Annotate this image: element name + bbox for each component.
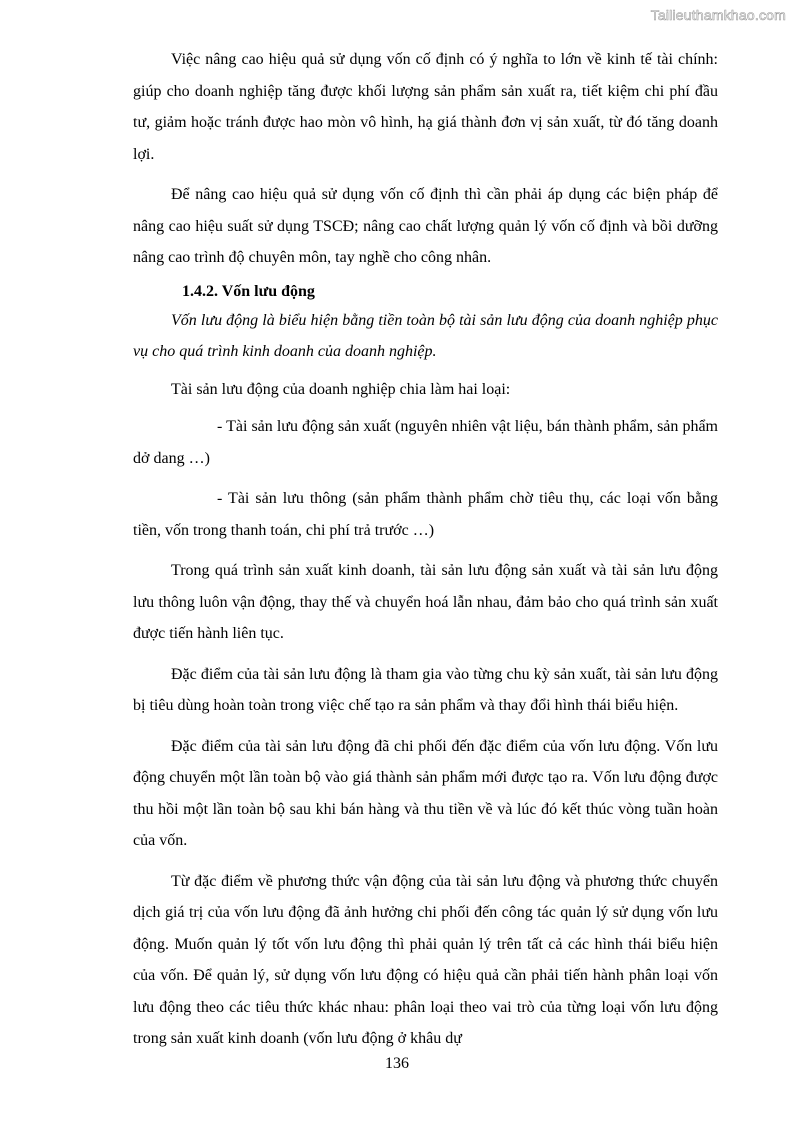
definition-paragraph: Vốn lưu động là biểu hiện bằng tiền toàn bộ tài sản lưu động của doanh nghiệp phục vụ cho quá trình kinh doanh của doanh nghiệp. <box>133 311 718 360</box>
paragraph-asset-movement: Trong quá trình sản xuất kinh doanh, tài sản lưu động sản xuất và tài sản lưu động lưu thông luôn vận động, thay thế và chuyển hoá lẫn nhau, đảm bảo cho quá trình sản xuất được tiến hành liên tục. <box>133 562 718 642</box>
paragraph-fixed-capital-measures: Để nâng cao hiệu quả sử dụng vốn cố định thì cần phải áp dụng các biện pháp để nâng cao hiệu suất sử dụng TSCĐ; nâng cao chất lượng quản lý vốn cố định và bồi dưỡng nâng cao trình độ chuyên môn, tay nghề cho công nhân. <box>133 186 718 266</box>
paragraph-asset-characteristics: Đặc điểm của tài sản lưu động là tham gia vào từng chu kỳ sản xuất, tài sản lưu động bị tiêu dùng hoàn toàn trong việc chế tạo ra sản phẩm và thay đổi hình thái biểu hiện. <box>133 665 718 714</box>
paragraph-capital-management: Từ đặc điểm về phương thức vận động của tài sản lưu động và phương thức chuyển dịch giá trị của vốn lưu động đã ảnh hưởng chi phối đến công tác quản lý sử dụng vốn lưu động. Muốn quản lý tốt vốn lưu động thì phải quản lý trên tất cả các hình thái biểu hiện của vốn. Để quản lý, sử dụng vốn lưu động có hiệu quả cần phải tiến hành phân loại vốn lưu động theo các tiêu thức khác nhau: phân loại theo vai trò của từng loại vốn lưu động trong sản xuất kinh doanh (vốn lưu động ở khâu dự <box>133 872 718 1047</box>
bullet-production-assets: - Tài sản lưu động sản xuất (nguyên nhiên vật liệu, bán thành phẩm, sản phẩm dở dang …) <box>133 418 718 467</box>
paragraph-fixed-capital-efficiency: Việc nâng cao hiệu quả sử dụng vốn cố định có ý nghĩa to lớn về kinh tế tài chính: giúp cho doanh nghiệp tăng được khối lượng sản phẩm sản xuất ra, tiết kiệm chi phí đầu tư, giảm hoặc tránh được hao mòn vô hình, hạ giá thành đơn vị sản xuất, từ đó tăng doanh lợi. <box>133 51 718 163</box>
document-body <box>133 44 718 1064</box>
page-number: 136 <box>385 1055 409 1072</box>
paragraph-capital-characteristics: Đặc điểm của tài sản lưu động đã chi phối đến đặc điểm của vốn lưu động. Vốn lưu động chuyển một lần toàn bộ vào giá thành sản phẩm mới được tạo ra. Vốn lưu động được thu hồi một lần toàn bộ sau khi bán hàng và thu tiền về và lúc đó kết thúc vòng tuần hoàn của vốn. <box>133 737 718 849</box>
bullet-circulation-assets: - Tài sản lưu thông (sản phẩm thành phẩm chờ tiêu thụ, các loại vốn bằng tiền, vốn trong thanh toán, chi phí trả trước …) <box>133 490 718 539</box>
classification-intro: Tài sản lưu động của doanh nghiệp chia làm hai loại: <box>171 380 511 398</box>
watermark: Tailieuthamkhao.com <box>650 7 786 23</box>
section-heading: 1.4.2. Vốn lưu động <box>182 282 315 300</box>
